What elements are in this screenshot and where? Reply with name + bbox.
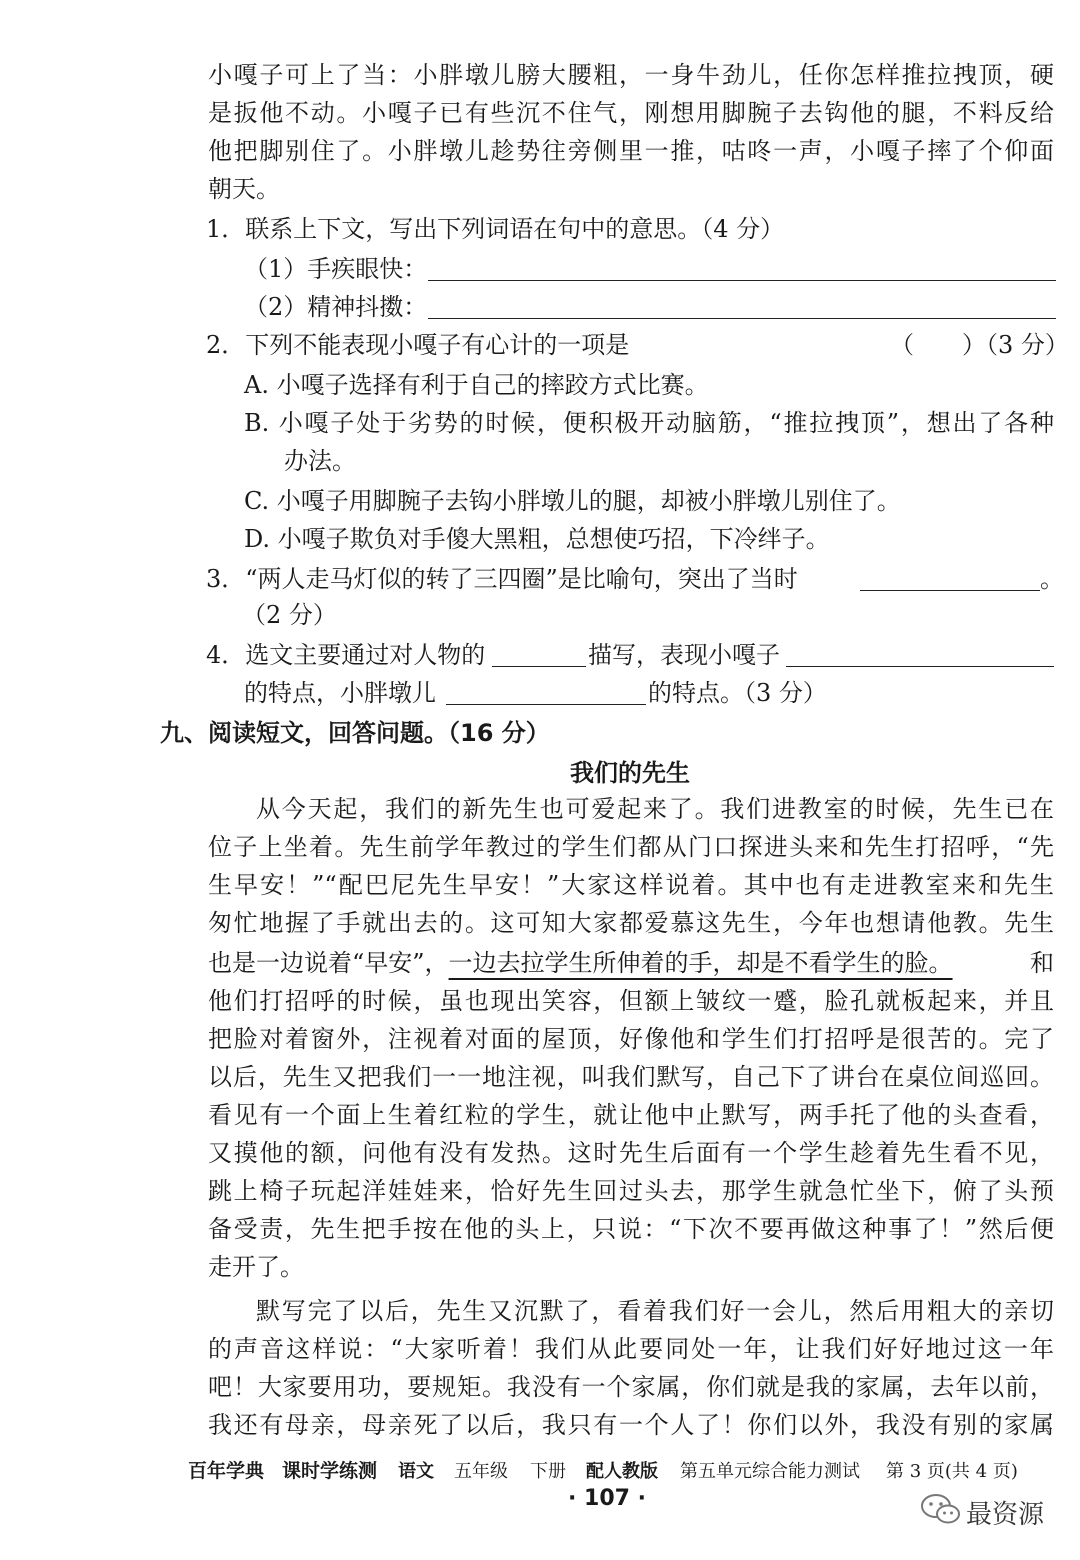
passage-text: 和 bbox=[1030, 949, 1054, 977]
section-heading: 九、阅读短文，回答问题。（16 分） bbox=[160, 719, 550, 747]
answer-blank[interactable] bbox=[860, 566, 1040, 591]
question-stem-part: 的特点，小胖墩儿 bbox=[244, 679, 436, 707]
passage-line: 位子上坐着。先生前学年教过的学生们都从门口探进头来和先生打招呼，“先 bbox=[208, 833, 1054, 861]
question-score: （2 分） bbox=[242, 601, 337, 629]
answer-blank[interactable] bbox=[428, 294, 1056, 319]
passage-line: 默写完了以后，先生又沉默了，看着我们好一会儿，然后用粗大的亲切 bbox=[256, 1297, 1054, 1325]
watermark-text: 最资源 bbox=[966, 1500, 1045, 1530]
footer-series: 课时学练测 bbox=[282, 1460, 378, 1482]
passage-line: 备受责，先生把手按在他的头上，只说：“下次不要再做这种事了！”然后便 bbox=[208, 1215, 1054, 1243]
sub-question-label: （1）手疾眼快： bbox=[244, 255, 428, 283]
footer-grade: 五年级 bbox=[454, 1461, 508, 1482]
passage-line: 生早安！”“配巴尼先生早安！”大家这样说着。其中也有走进教室来和先生 bbox=[208, 871, 1054, 899]
passage-line: 吧！大家要用功，要规矩。我没有一个家属，你们就是我的家属，去年以前， bbox=[208, 1373, 1054, 1401]
option-d: D. 小嘎子欺负对手傻大黑粗，总想使巧招，下冷绊子。 bbox=[244, 525, 830, 553]
passage-line: 他把脚别住了。小胖墩儿趁势往旁侧里一推，咕咚一声，小嘎子摔了个仰面 bbox=[208, 137, 1054, 165]
footer-subject: 语文 bbox=[398, 1461, 434, 1482]
wechat-icon bbox=[920, 1492, 962, 1526]
footer-volume: 下册 bbox=[530, 1461, 566, 1482]
underlined-sentence: 一边去拉学生所伸着的手，却是不看学生的脸。 bbox=[448, 949, 953, 977]
passage-text: 也是一边说着“早安”， bbox=[208, 949, 449, 977]
passage-line: 他们打招呼的时候，虽也现出笑容，但额上皱纹一蹙，脸孔就板起来，并且 bbox=[208, 987, 1054, 1015]
sub-question-label: （2）精神抖擞： bbox=[244, 293, 428, 321]
passage-line: 走开了。 bbox=[208, 1253, 304, 1281]
option-a: A. 小嘎子选择有利于自己的摔跤方式比赛。 bbox=[244, 371, 709, 399]
passage-line: 我还有母亲，母亲死了以后，我只有一个人了！你们以外，我没有别的家属 bbox=[208, 1411, 1054, 1439]
passage-line: 匆忙地握了手就出去的。这可知大家都爱慕这先生，今年也想请他教。先生 bbox=[208, 909, 1054, 937]
passage-line: 又摸他的额，问他有没有发热。这时先生后面有一个学生趁着先生看不见， bbox=[208, 1139, 1054, 1167]
answer-blank[interactable] bbox=[428, 256, 1056, 281]
footer-edition: 配人教版 bbox=[586, 1461, 658, 1482]
footer-page-info: 第 3 页(共 4 页) bbox=[886, 1461, 1018, 1482]
passage-line: 跳上椅子玩起洋娃娃来，恰好先生回过头去，那学生就急忙坐下，俯了头预 bbox=[208, 1177, 1054, 1205]
option-c: C. 小嘎子用脚腕子去钩小胖墩儿的腿，却被小胖墩儿别住了。 bbox=[244, 487, 901, 515]
passage-line: 把脸对着窗外，注视着对面的屋顶，好像他和学生们打招呼是很苦的。完了 bbox=[208, 1025, 1054, 1053]
passage-line: 以后，先生又把我们一一地注视，叫我们默写，自己下了讲台在桌位间巡回。 bbox=[208, 1063, 1054, 1091]
passage-line: 小嘎子可上了当：小胖墩儿膀大腰粗，一身牛劲儿，任你怎样推拉拽顶，硬 bbox=[208, 61, 1054, 89]
page-number: · 107 · bbox=[568, 1486, 646, 1511]
question-stem: 4．选文主要通过对人物的 bbox=[206, 641, 486, 669]
answer-blank[interactable] bbox=[492, 642, 586, 667]
answer-blank[interactable] bbox=[786, 642, 1054, 667]
stem-end: 。 bbox=[1040, 565, 1064, 593]
passage-line: 朝天。 bbox=[208, 175, 280, 203]
option-b: B. 小嘎子处于劣势的时候，便积极开动脑筋，“推拉拽顶”，想出了各种 bbox=[244, 409, 1054, 437]
passage-line: 是扳他不动。小嘎子已有些沉不住气，刚想用脚腕子去钩他的腿，不料反给 bbox=[208, 99, 1054, 127]
passage-line: 看见有一个面上生着红粒的学生，就让他中止默写，两手托了他的头查看， bbox=[208, 1101, 1054, 1129]
answer-blank[interactable] bbox=[446, 680, 646, 705]
question-stem-part: 的特点。（3 分） bbox=[648, 679, 827, 707]
article-title: 我们的先生 bbox=[570, 759, 690, 787]
option-b-continued: 办法。 bbox=[284, 447, 356, 475]
question-stem: 2．下列不能表现小嘎子有心计的一项是 bbox=[206, 331, 630, 359]
question-stem-part: 描写，表现小嘎子 bbox=[588, 641, 780, 669]
passage-line: 从今天起，我们的新先生也可爱起来了。我们进教室的时候，先生已在 bbox=[256, 795, 1054, 823]
footer-unit: 第五单元综合能力测试 bbox=[680, 1461, 860, 1482]
answer-bracket[interactable]: （ ）（3 分） bbox=[890, 331, 1069, 359]
question-stem: 1．联系上下文，写出下列词语在句中的意思。（4 分） bbox=[206, 215, 785, 243]
footer-brand: 百年学典 bbox=[188, 1460, 265, 1482]
question-stem: 3．“两人走马灯似的转了三四圈”是比喻句，突出了当时 bbox=[206, 565, 798, 593]
passage-line: 的声音这样说：“大家听着！我们从此要同处一年，让我们好好地过这一年 bbox=[208, 1335, 1054, 1363]
passage-line bbox=[208, 946, 1054, 980]
